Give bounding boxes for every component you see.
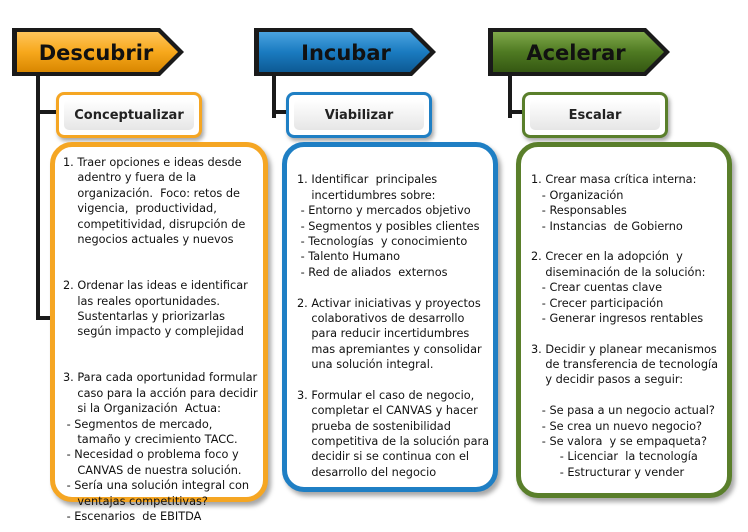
content-line: para reducir incertidumbres	[297, 327, 470, 341]
content-line: - Instancias de Gobierno	[531, 219, 683, 233]
content-line: completar el CANVAS y hacer	[297, 404, 478, 418]
stage-incubar	[248, 0, 498, 532]
content-line: competitiva de la solución para	[297, 435, 490, 449]
content-line: CANVAS de nuestra solución.	[63, 463, 242, 477]
content-line: y decidir pasos a seguir:	[531, 373, 684, 387]
content-line: 3. Para cada oportunidad formular	[63, 371, 258, 385]
content-line: 2. Activar iniciativas y proyectos	[297, 296, 481, 310]
content-line: decidir si se continua con el	[297, 450, 470, 464]
content-line: competitividad, disrupción de	[63, 217, 246, 231]
content-line: - Necesidad o problema foco y	[63, 448, 239, 462]
content-line	[531, 388, 718, 403]
content-line	[63, 263, 258, 278]
content-line	[297, 280, 489, 295]
content-line	[531, 326, 718, 341]
content-line	[63, 247, 258, 262]
content-line: - Red de aliados externos	[297, 265, 448, 279]
content-line: - Entorno y mercados objetivo	[297, 204, 471, 218]
content-line: - Se pasa a un negocio actual?	[531, 404, 715, 418]
content-line: 3. Decidir y planear mecanismos	[531, 342, 717, 356]
content-line: según impacto y complejidad	[63, 325, 244, 339]
content-line: 1. Crear masa crítica interna:	[531, 173, 697, 187]
content-line: organización. Foco: retos de	[63, 186, 240, 200]
content-line: - Licenciar la tecnología	[531, 450, 698, 464]
content-lines	[63, 155, 258, 524]
content-line: diseminación de la solución:	[531, 265, 706, 279]
content-line: - Se crea un nuevo negocio?	[531, 419, 703, 433]
content-line: - Segmentos de mercado,	[63, 417, 213, 431]
content-line: 1. Identificar principales	[297, 173, 438, 187]
content-line: colaborativos de desarrollo	[297, 311, 465, 325]
stage-title: Descubrir	[38, 41, 154, 65]
content-line: si la Organización Actua:	[63, 402, 221, 416]
content-line: - Generar ingresos rentables	[531, 311, 704, 325]
content-line	[297, 157, 489, 172]
content-line: las reales oportunidades.	[63, 294, 220, 308]
content-lines	[297, 157, 489, 480]
stage-subtitle: Escalar	[530, 100, 660, 130]
content-line: de transferencia de tecnología	[531, 358, 719, 372]
content-line: Sustentarlas y priorizarlas	[63, 309, 226, 323]
content-line: una solución integral.	[297, 358, 434, 372]
content-line: 1. Traer opciones e ideas desde	[63, 156, 242, 169]
content-line	[297, 372, 489, 387]
content-line: 2. Crecer en la adopción y	[531, 250, 683, 264]
content-line: mas apremiantes y consolidar	[297, 342, 482, 356]
content-line: adentro y fuera de la	[63, 171, 197, 185]
stage-title: Acelerar	[526, 41, 626, 65]
content-line: - Se valora y se empaqueta?	[531, 435, 707, 449]
content-lines	[531, 157, 718, 480]
content-line	[63, 355, 258, 370]
subtitle-box	[56, 92, 202, 138]
content-line: vigencia, productividad,	[63, 202, 217, 216]
content-line: tamaño y crecimiento TACC.	[63, 433, 238, 447]
content-line: - Segmentos y posibles clientes	[297, 219, 480, 233]
content-line: - Tecnologías y conocimiento	[297, 234, 468, 248]
stage-subtitle: Viabilizar	[294, 100, 424, 130]
content-line	[531, 234, 718, 249]
connector-vertical	[36, 68, 40, 318]
stage-subtitle: Conceptualizar	[64, 100, 194, 130]
content-line: caso para la acción para decidir	[63, 386, 258, 400]
content-line	[531, 157, 718, 172]
content-line: 2. Ordenar las ideas e identificar	[63, 279, 248, 293]
content-box	[516, 142, 732, 498]
subtitle-box	[522, 92, 668, 138]
content-line: 3. Formular el caso de negocio,	[297, 388, 475, 402]
stage-acelerar	[484, 0, 734, 532]
content-box	[282, 142, 498, 492]
content-line: - Organización	[531, 188, 624, 202]
content-line	[63, 340, 258, 355]
content-line: prueba de sostenibilidad	[297, 419, 451, 433]
content-line: - Crecer participación	[531, 296, 664, 310]
content-line: incertidumbres sobre:	[297, 188, 436, 202]
content-line: - Escenarios de EBITDA	[63, 509, 202, 523]
content-line: - Talento Humano	[297, 250, 401, 264]
content-box	[50, 142, 268, 523]
content-line: desarrollo del negocio	[297, 465, 437, 479]
stage-descubrir	[0, 0, 258, 532]
content-line: - Responsables	[531, 204, 627, 218]
content-line: - Crear cuentas clave	[531, 281, 663, 295]
content-line: - Estructurar y vender	[531, 465, 685, 479]
stage-title: Incubar	[301, 41, 391, 65]
content-line: ventajas competitivas?	[63, 494, 208, 508]
content-line: - Sería una solución integral con	[63, 479, 250, 493]
subtitle-box	[286, 92, 432, 138]
content-line: negocios actuales y nuevos	[63, 232, 234, 246]
